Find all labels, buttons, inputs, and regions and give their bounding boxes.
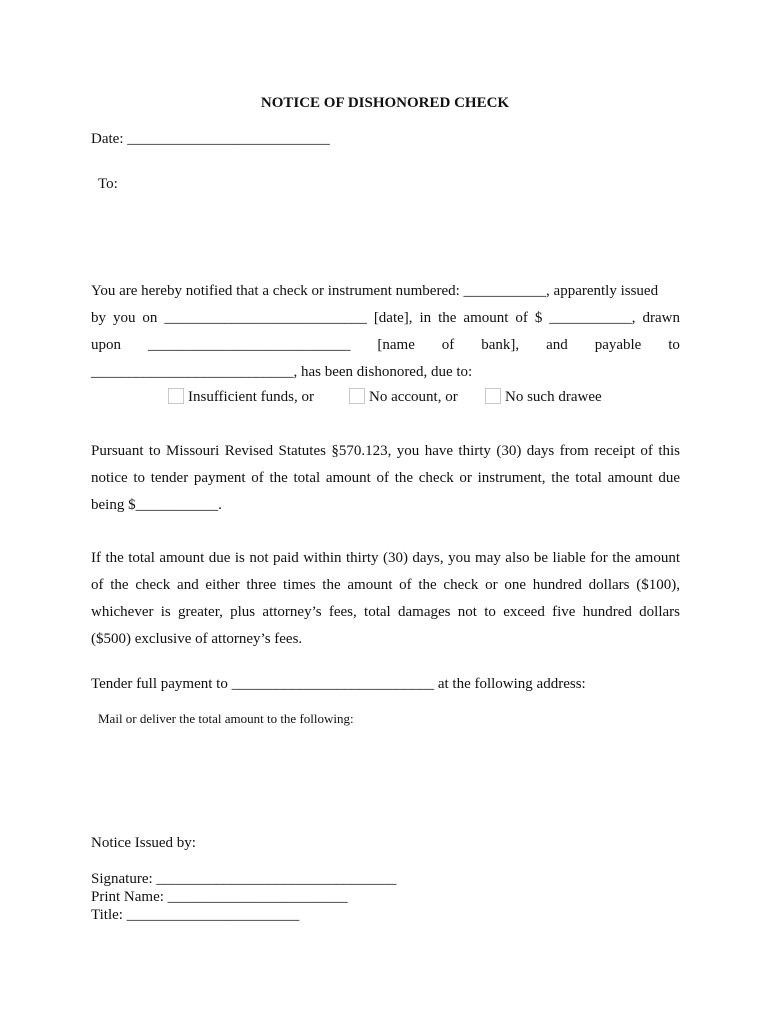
reason-label: No account, or (369, 389, 458, 405)
notice-word: of (515, 310, 528, 326)
document-title: NOTICE OF DISHONORED CHECK (260, 95, 510, 111)
notice-word: and (546, 337, 568, 353)
liability-line-3: whichever is greater, plus attorney’s fees, total damages not to exceed five hundred dollars (91, 604, 680, 620)
notice-word: payable (594, 337, 642, 353)
pursuant-line-2: notice to tender payment of the total amount of the check or instrument, the total amount due (91, 470, 680, 486)
notice-word: upon (91, 337, 121, 353)
notice-word: bank], (481, 337, 520, 353)
notice-line-1 (91, 282, 680, 300)
notice-word: the (438, 310, 457, 326)
checkbox[interactable] (485, 388, 501, 404)
bank-blank: ___________________________ (147, 337, 351, 353)
notice-word: to (668, 337, 680, 353)
print-name-line: Print Name: ________________________ (91, 889, 348, 905)
notice-line-3 (91, 336, 680, 354)
mail-line: Mail or deliver the total amount to the following: (98, 711, 354, 726)
notice-word: of (441, 337, 455, 353)
liability-line-4: ($500) exclusive of attorney’s fees. (91, 631, 303, 647)
notice-line-2 (91, 309, 680, 327)
tender-line: Tender full payment to ___________________________ at the following address: (91, 676, 586, 692)
amount-blank: ___________, (549, 310, 636, 326)
notice-word: $ (534, 310, 543, 326)
notice-line-1-text: You are hereby notified that a check or instrument numbered: ___________, apparently issued (91, 283, 659, 299)
reason-no-account[interactable] (349, 388, 458, 406)
notice-word: you (112, 310, 136, 326)
notice-word: [name (377, 337, 415, 353)
date-line: Date: ___________________________ (91, 131, 330, 147)
date-blank: ___________________________ (164, 310, 367, 326)
notice-word: amount (463, 310, 509, 326)
notice-line-4: ___________________________, has been dishonored, due to: (91, 364, 473, 380)
liability-line-2: of the check and either three times the amount of the check or one hundred dollars ($100), (91, 577, 680, 593)
issued-by-label: Notice Issued by: (91, 835, 196, 851)
signature-line: Signature: ________________________________ (91, 871, 397, 887)
notice-word: by (91, 310, 106, 326)
reason-label: Insufficient funds, or (188, 389, 314, 405)
reason-label: No such drawee (505, 389, 602, 405)
notice-word: on (142, 310, 158, 326)
reason-no-such-drawee[interactable] (485, 388, 602, 406)
notice-word: drawn (642, 310, 680, 326)
liability-line-1: If the total amount due is not paid within thirty (30) days, you may also be liable for the amount (91, 550, 680, 566)
reason-insufficient-funds[interactable] (168, 388, 314, 406)
title-line: Title: _______________________ (91, 907, 300, 923)
pursuant-line-3: being $___________. (91, 497, 222, 513)
notice-word: [date], (373, 310, 413, 326)
checkbox[interactable] (168, 388, 184, 404)
to-label: To: (98, 176, 118, 192)
pursuant-line-1: Pursuant to Missouri Revised Statutes §570.123, you have thirty (30) days from receipt of this (91, 443, 680, 459)
checkbox[interactable] (349, 388, 365, 404)
notice-word: in (419, 310, 432, 326)
